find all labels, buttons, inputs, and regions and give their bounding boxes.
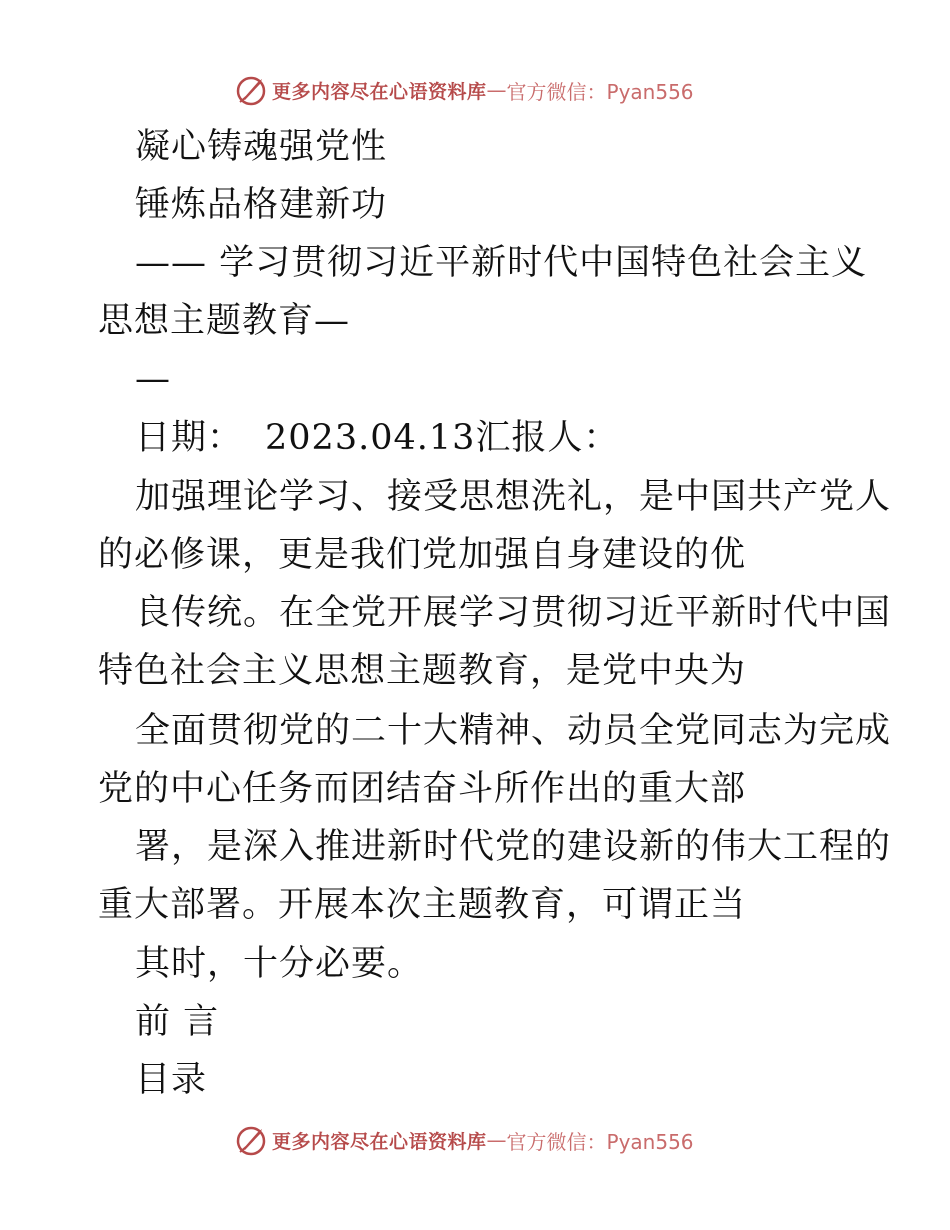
- date-line: [135, 418, 619, 458]
- quill-pen-logo-icon: [234, 1123, 268, 1157]
- footer-watermark: [234, 1123, 694, 1157]
- paragraph-line: 特色社会主义思想主题教育，是党中央为: [98, 651, 747, 691]
- watermark-text: 更多内容尽在心语资料库: [272, 80, 487, 103]
- reporter-label: 汇报人：: [475, 418, 620, 458]
- subtitle-line-2: 思想主题教育—: [98, 301, 351, 341]
- paragraph-line: 署，是深入推进新时代党的建设新的伟大工程的: [135, 827, 892, 867]
- paragraph-line: 党的中心任务而团结奋斗所作出的重大部: [98, 769, 747, 809]
- paragraph-line: 的必修课，更是我们党加强自身建设的优: [98, 535, 747, 575]
- date-value: 2023.04.13: [265, 418, 476, 458]
- toc-heading: 目录: [135, 1060, 208, 1100]
- title-line-2: 锤炼品格建新功: [135, 185, 388, 225]
- paragraph-line: 良传统。在全党开展学习贯彻习近平新时代中国: [135, 593, 892, 633]
- preface-heading: 前 言: [135, 1002, 220, 1042]
- quill-pen-logo-icon: [234, 73, 268, 107]
- watermark-dash: —: [486, 78, 507, 102]
- title-line-1: 凝心铸魂强党性: [135, 127, 388, 167]
- paragraph-line: 加强理论学习、接受思想洗礼，是中国共产党人: [135, 477, 892, 517]
- paragraph-line: 其时，十分必要。: [135, 944, 424, 984]
- header-watermark: [234, 73, 694, 107]
- subtitle-line-1: —— 学习贯彻习近平新时代中国特色社会主义: [135, 243, 868, 283]
- watermark-suffix: 官方微信：Pyan556: [506, 1129, 694, 1154]
- watermark-suffix: 官方微信：Pyan556: [506, 79, 694, 104]
- date-label: 日期：: [135, 418, 244, 458]
- watermark-dash: —: [486, 1128, 507, 1152]
- subtitle-line-3: —: [135, 359, 171, 399]
- paragraph-line: 全面贯彻党的二十大精神、动员全党同志为完成: [135, 711, 892, 751]
- watermark-text: 更多内容尽在心语资料库: [272, 1130, 487, 1153]
- paragraph-line: 重大部署。开展本次主题教育，可谓正当: [98, 885, 747, 925]
